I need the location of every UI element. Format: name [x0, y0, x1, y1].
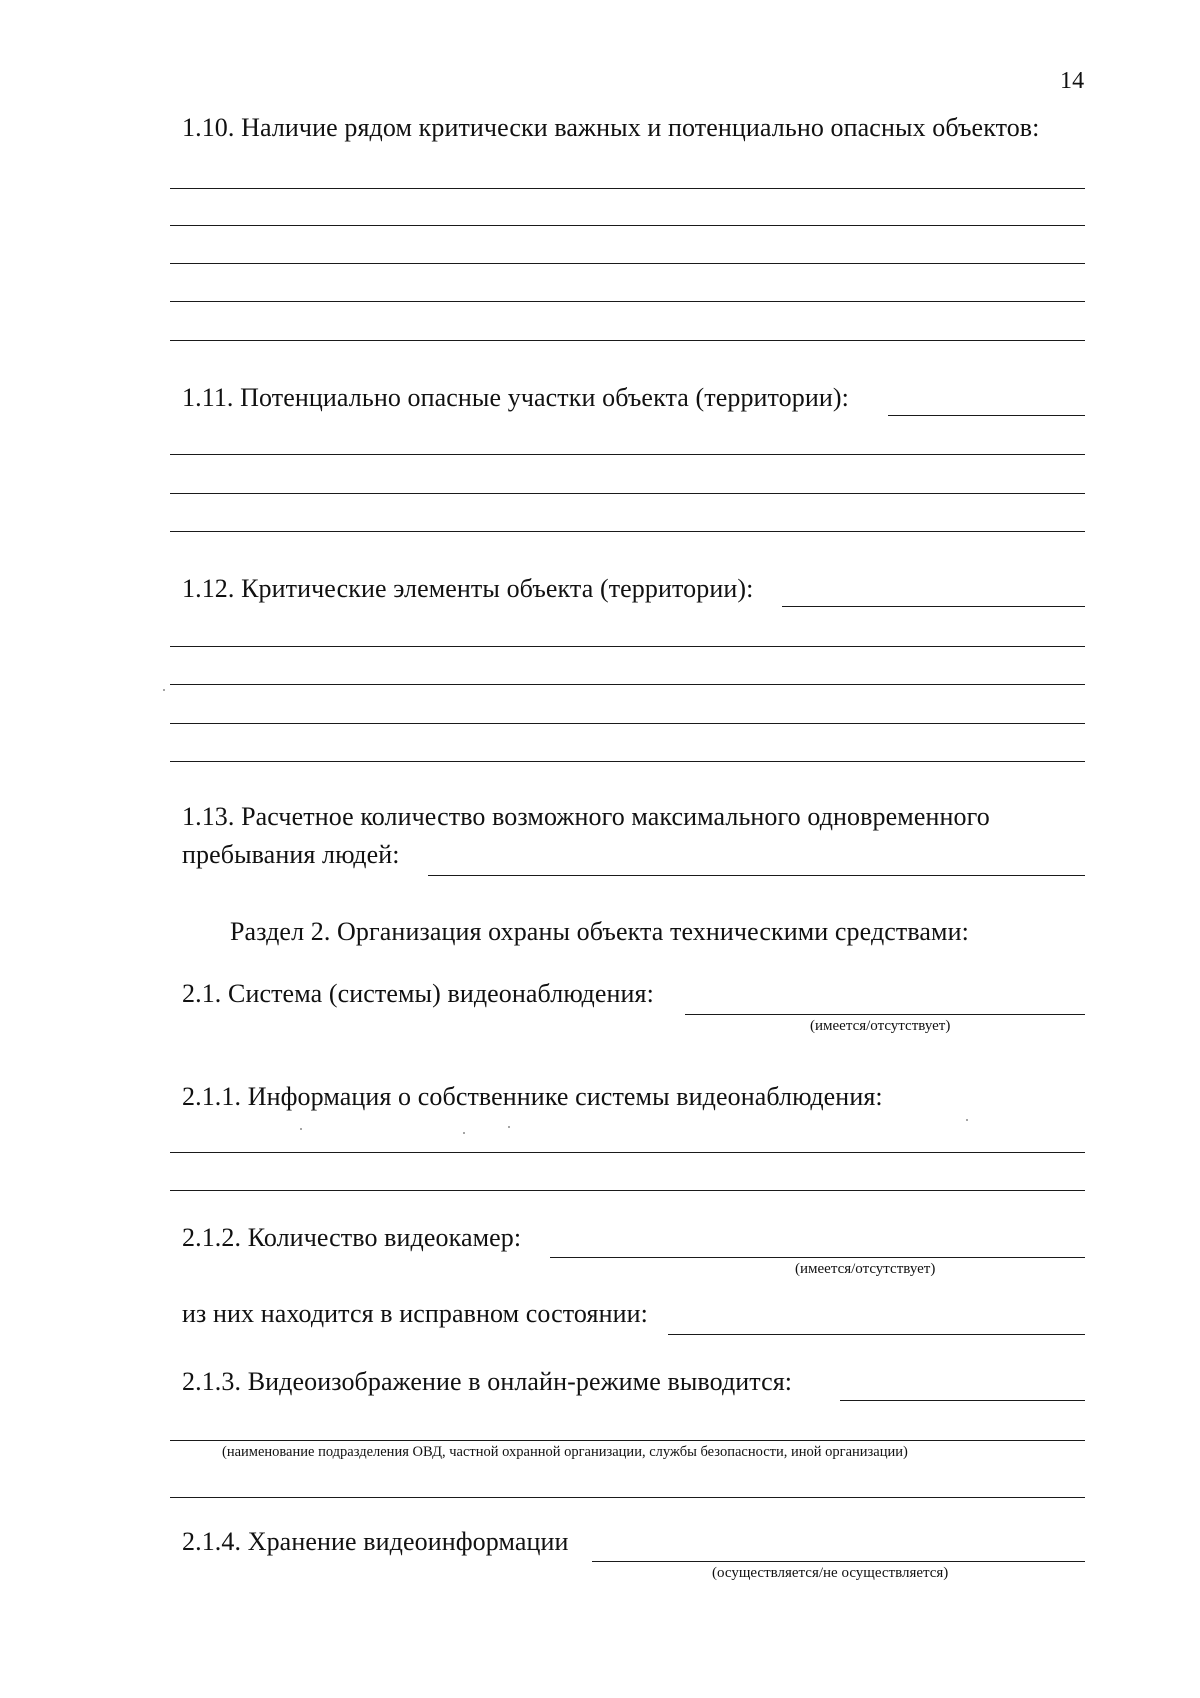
- item-2-1-label: 2.1. Система (системы) видеонаблюдения:: [182, 979, 654, 1008]
- fill-line-1-11-a[interactable]: [170, 454, 1085, 455]
- item-2-1-hint: (имеется/отсутствует): [810, 1018, 951, 1034]
- item-2-1-4-hint: (осуществляется/не осуществляется): [712, 1565, 949, 1581]
- fill-line-2-1[interactable]: [685, 1014, 1085, 1015]
- fill-line-2-1-2[interactable]: [550, 1257, 1085, 1258]
- fill-line-2-1-4[interactable]: [592, 1561, 1085, 1562]
- item-2-1-3-hint: (наименование подразделения ОВД, частной охранной организации, службы безопасности, иной организации): [222, 1444, 908, 1460]
- fill-line-1-10-d[interactable]: [170, 301, 1085, 302]
- fill-line-1-10-a[interactable]: [170, 188, 1085, 189]
- fill-line-2-1-3-a[interactable]: [170, 1440, 1085, 1441]
- item-1-13-label-line1: 1.13. Расчетное количество возможного максимального одновременного: [182, 802, 990, 831]
- fill-line-2-1-1-b[interactable]: [170, 1190, 1085, 1191]
- fill-line-2-1-1-a[interactable]: [170, 1152, 1085, 1153]
- fill-line-1-10-b[interactable]: [170, 225, 1085, 226]
- fill-line-2-1-3-b[interactable]: [170, 1497, 1085, 1498]
- fill-line-1-12-d[interactable]: [170, 761, 1085, 762]
- fill-line-1-13[interactable]: [428, 875, 1085, 876]
- fill-line-1-10-e[interactable]: [170, 340, 1085, 341]
- fill-line-1-12-a[interactable]: [170, 646, 1085, 647]
- item-1-12-label: 1.12. Критические элементы объекта (территории):: [182, 574, 754, 603]
- fill-line-2-1-3-inline[interactable]: [840, 1400, 1085, 1401]
- fill-line-1-12-b[interactable]: [170, 684, 1085, 685]
- item-1-13-label-line2: пребывания людей:: [182, 840, 400, 869]
- item-2-1-3-label: 2.1.3. Видеоизображение в онлайн-режиме выводится:: [182, 1367, 793, 1396]
- fill-line-1-12-c[interactable]: [170, 723, 1085, 724]
- scan-speck: [163, 689, 165, 691]
- scan-speck: [508, 1126, 510, 1128]
- fill-line-1-11-c[interactable]: [170, 531, 1085, 532]
- item-2-1-2-label: 2.1.2. Количество видеокамер:: [182, 1223, 522, 1252]
- scan-speck: [966, 1119, 968, 1121]
- section-2-heading: Раздел 2. Организация охраны объекта техническими средствами:: [230, 917, 969, 946]
- fill-line-1-11-b[interactable]: [170, 493, 1085, 494]
- scan-speck: [300, 1128, 302, 1130]
- item-2-1-2-hint: (имеется/отсутствует): [795, 1261, 936, 1277]
- fill-line-1-12-inline[interactable]: [782, 606, 1085, 607]
- page-number: 14: [1060, 68, 1085, 94]
- scan-speck: [463, 1132, 465, 1134]
- item-2-1-2-working-label: из них находится в исправном состоянии:: [182, 1299, 648, 1328]
- fill-line-1-11-inline[interactable]: [888, 415, 1085, 416]
- item-2-1-1-label: 2.1.1. Информация о собственнике системы видеонаблюдения:: [182, 1082, 883, 1111]
- item-1-11-label: 1.11. Потенциально опасные участки объекта (территории):: [182, 383, 849, 412]
- item-1-10-label: 1.10. Наличие рядом критически важных и потенциально опасных объектов:: [182, 113, 1040, 142]
- fill-line-2-1-2-working[interactable]: [668, 1334, 1085, 1335]
- item-2-1-4-label: 2.1.4. Хранение видеоинформации: [182, 1527, 569, 1556]
- fill-line-1-10-c[interactable]: [170, 263, 1085, 264]
